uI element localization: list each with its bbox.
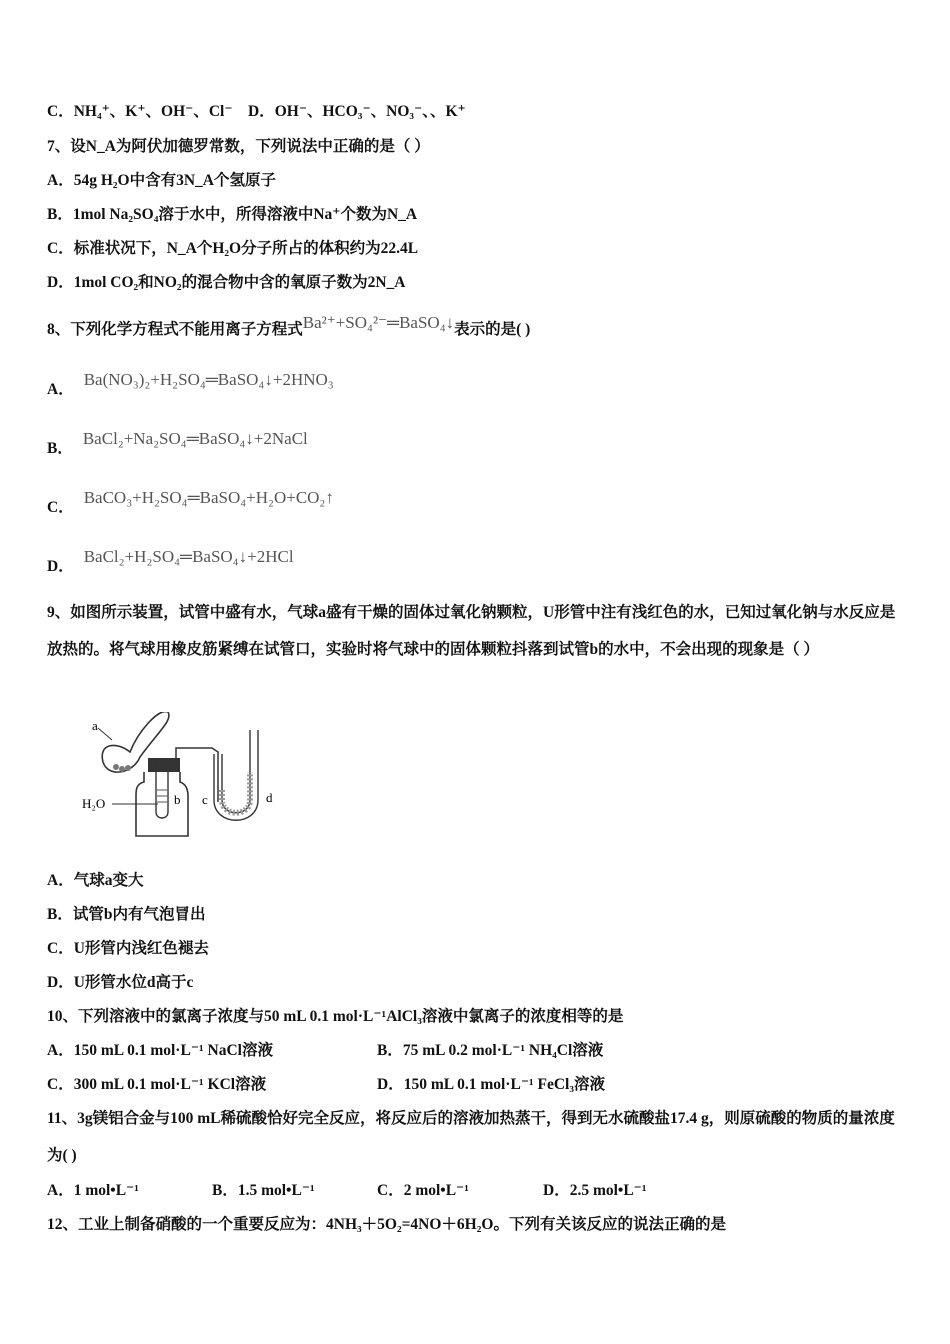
q7-option-d: D．1mol CO₂和NO₂的混合物中含的氧原子数为2N_A: [47, 274, 406, 291]
q8-option-a: A．Ba(NO₃)₂+H₂SO₄═BaSO₄↓+2HNO₃: [47, 370, 334, 398]
q8-ionic-equation: Ba²⁺+SO₄²⁻═BaSO₄↓: [302, 313, 455, 332]
label-water: H₂O: [82, 796, 106, 811]
q9-option-d: D．U形管水位d高于c: [47, 974, 194, 991]
q10-option-c: C．300 mL 0.1 mol·L⁻¹ KCl溶液: [47, 1076, 267, 1093]
q9-option-b: B．试管b内有气泡冒出: [47, 906, 206, 923]
label-d: d: [266, 790, 273, 805]
q10-option-a: A．150 mL 0.1 mol·L⁻¹ NaCl溶液: [47, 1042, 273, 1059]
q8-option-c-equation: BaCO₃+H₂SO₄═BaSO₄+H₂O+CO₂↑: [83, 488, 334, 507]
label-b: b: [174, 792, 181, 807]
q6-options-cd: C．NH₄⁺、K⁺、OH⁻、Cl⁻ D．OH⁻、HCO₃⁻、NO₃⁻、、K⁺: [47, 103, 466, 120]
q8-option-c: C．BaCO₃+H₂SO₄═BaSO₄+H₂O+CO₂↑: [47, 488, 334, 516]
q9-apparatus-figure: [78, 712, 288, 842]
q8-option-d-equation: BaCl₂+H₂SO₄═BaSO₄↓+2HCl: [83, 547, 294, 566]
q11-stem: 11、3g镁铝合金与100 mL稀硫酸恰好完全反应，将反应后的溶液加热蒸干，得到无水硫酸盐17.4 g，则原硫酸的物质的量浓度为( ): [47, 1110, 895, 1164]
q7-stem: 7、设N_A为阿伏加德罗常数，下列说法中正确的是（ ）: [47, 138, 430, 155]
q11-option-b: B．1.5 mol•L⁻¹: [212, 1182, 315, 1199]
q9-stem: 9、如图所示装置，试管中盛有水，气球a盛有干燥的固体过氧化钠颗粒，U形管中注有浅红色的水，已知过氧化钠与水反应是放热的。将气球用橡皮筋紧缚在试管口，实验时将气球中的固体颗粒抖落到试管b的水中，不会出现的现象是（ ）: [47, 604, 896, 658]
q11-option-c: C．2 mol•L⁻¹: [377, 1182, 469, 1199]
q8-stem: 8、下列化学方程式不能用离子方程式Ba²⁺+SO₄²⁻═BaSO₄↓表示的是( ): [47, 313, 531, 338]
label-c: c: [202, 792, 208, 807]
delivery-tube: [176, 748, 218, 802]
q8-option-b-equation: BaCl₂+Na₂SO₄═BaSO₄↓+2NaCl: [82, 429, 308, 448]
q11-option-d: D．2.5 mol•L⁻¹: [543, 1182, 647, 1199]
q11-option-a: A．1 mol•L⁻¹: [47, 1182, 139, 1199]
q10-option-d: D．150 mL 0.1 mol·L⁻¹ FeCl₃溶液: [377, 1076, 606, 1093]
q12-stem: 12、工业上制备硝酸的一个重要反应为：4NH₃＋5O₂=4NO＋6H₂O。下列有关该反应的说法正确的是: [47, 1216, 726, 1233]
q7-option-c: C．标准状况下，N_A个H₂O分子所占的体积约为22.4L: [47, 240, 419, 257]
q9-option-c: C．U形管内浅红色褪去: [47, 940, 209, 957]
label-a: a: [92, 718, 98, 733]
q8-option-a-equation: Ba(NO₃)₂+H₂SO₄═BaSO₄↓+2HNO₃: [83, 370, 334, 389]
q8-option-d: D．BaCl₂+H₂SO₄═BaSO₄↓+2HCl: [47, 547, 294, 575]
q10-stem: 10、下列溶液中的氯离子浓度与50 mL 0.1 mol·L⁻¹AlCl₃溶液中氯离子的浓度相等的是: [47, 1008, 624, 1025]
q8-option-b: B．BaCl₂+Na₂SO₄═BaSO₄↓+2NaCl: [47, 429, 308, 457]
q9-option-a: A．气球a变大: [47, 872, 144, 889]
q7-option-b: B．1mol Na₂SO₄溶于水中，所得溶液中Na⁺个数为N_A: [47, 206, 418, 223]
q7-option-a: A．54g H₂O中含有3N_A个氢原子: [47, 172, 276, 189]
stopper: [148, 758, 180, 772]
q10-option-b: B．75 mL 0.2 mol·L⁻¹ NH₄Cl溶液: [377, 1042, 604, 1059]
